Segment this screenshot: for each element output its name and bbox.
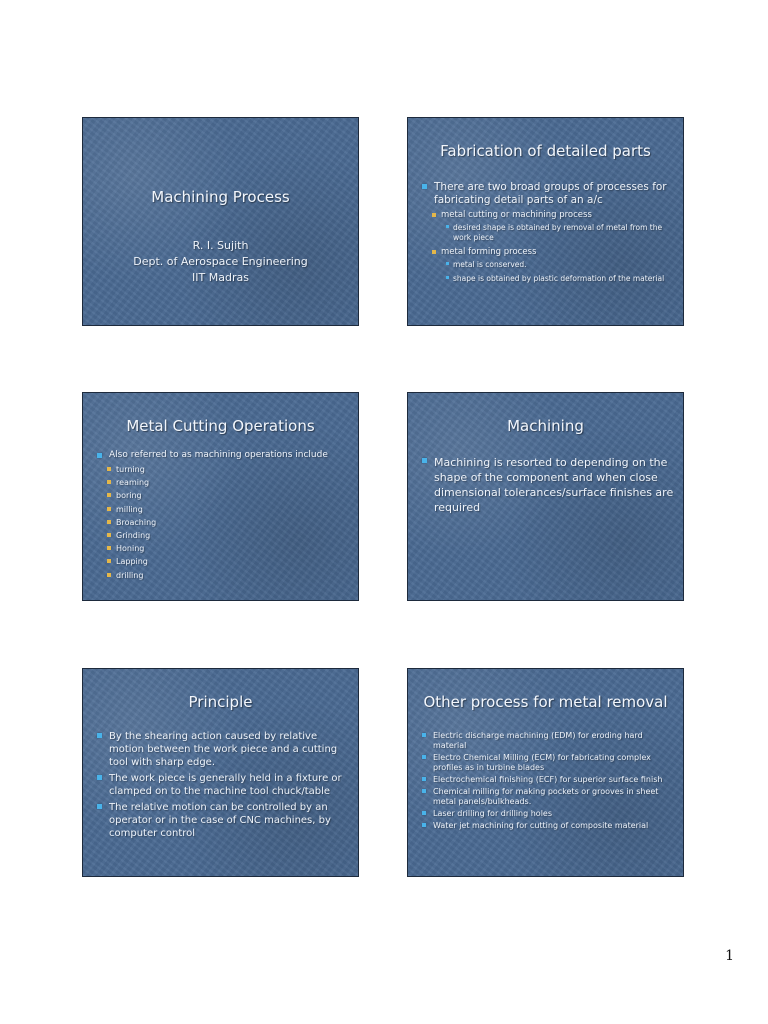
list-item: Lapping xyxy=(107,556,350,567)
list-item: Machining is resorted to depending on the shape of the component and when close dimensional tolerances/surface finishes are required xyxy=(422,455,675,515)
slide-title: Principle xyxy=(188,693,253,711)
bullet-list xyxy=(422,181,675,285)
square-bullet-icon xyxy=(97,804,102,809)
list-item: Honing xyxy=(107,543,350,554)
square-bullet-icon xyxy=(422,811,426,815)
square-bullet-icon xyxy=(422,458,427,463)
list-item: Grinding xyxy=(107,530,350,541)
list-item: There are two broad groups of processes for fabricating detail parts of an a/c xyxy=(422,181,675,207)
list-item: milling xyxy=(107,504,350,515)
list-item: Chemical milling for making pockets or grooves in sheet metal panels/bulkheads. xyxy=(422,787,675,807)
author-institute: IIT Madras xyxy=(192,271,249,284)
square-bullet-icon xyxy=(422,789,426,793)
list-item: Broaching xyxy=(107,517,350,528)
slide-title: Machining Process xyxy=(151,188,290,206)
list-item: By the shearing action caused by relative motion between the work piece and a cutting tool with sharp edge. xyxy=(97,730,350,769)
list-item: Electric discharge machining (EDM) for eroding hard material xyxy=(422,731,675,751)
square-bullet-icon xyxy=(97,733,102,738)
author-block xyxy=(83,238,358,286)
square-bullet-icon xyxy=(107,573,111,577)
square-bullet-icon xyxy=(432,213,436,217)
square-bullet-icon xyxy=(422,733,426,737)
list-item: reaming xyxy=(107,477,350,488)
slide-title: Other process for metal removal xyxy=(423,693,668,711)
list-item: metal cutting or machining process xyxy=(432,210,675,221)
slide-other-process-for-metal-removal xyxy=(407,668,684,877)
square-bullet-icon xyxy=(432,250,436,254)
bullet-list xyxy=(422,731,675,833)
slide-metal-cutting-operations xyxy=(82,392,359,601)
square-bullet-icon xyxy=(107,493,111,497)
square-bullet-icon xyxy=(107,520,111,524)
slide-title: Machining xyxy=(507,417,584,435)
square-bullet-icon xyxy=(107,467,111,471)
square-bullet-icon xyxy=(107,559,111,563)
square-bullet-icon xyxy=(107,533,111,537)
square-bullet-icon xyxy=(97,453,102,458)
slide-title: Fabrication of detailed parts xyxy=(440,142,651,160)
square-bullet-icon xyxy=(107,546,111,550)
list-item: turning xyxy=(107,464,350,475)
square-bullet-icon xyxy=(446,225,449,228)
list-item: The work piece is generally held in a fixture or clamped on to the machine tool chuck/table xyxy=(97,772,350,798)
list-item: Electro Chemical Milling (ECM) for fabricating complex profiles as in turbine blades xyxy=(422,753,675,773)
slide-title: Metal Cutting Operations xyxy=(126,417,315,435)
bullet-list xyxy=(97,450,350,583)
square-bullet-icon xyxy=(422,777,426,781)
list-item: Electrochemical finishing (ECF) for superior surface finish xyxy=(422,775,675,785)
slide-machining-process xyxy=(82,117,359,326)
square-bullet-icon xyxy=(446,262,449,265)
square-bullet-icon xyxy=(97,775,102,780)
list-item: metal forming process xyxy=(432,247,675,258)
bullet-list xyxy=(97,730,350,843)
square-bullet-icon xyxy=(446,276,449,279)
slide-machining xyxy=(407,392,684,601)
square-bullet-icon xyxy=(107,507,111,511)
square-bullet-icon xyxy=(107,480,111,484)
author-name: R. I. Sujith xyxy=(192,239,249,252)
slide-fabrication-of-detailed-parts xyxy=(407,117,684,326)
square-bullet-icon xyxy=(422,184,427,189)
list-item: Also referred to as machining operations include xyxy=(97,450,350,461)
slide-principle xyxy=(82,668,359,877)
author-department: Dept. of Aerospace Engineering xyxy=(133,255,308,268)
square-bullet-icon xyxy=(422,755,426,759)
square-bullet-icon xyxy=(422,823,426,827)
list-item: The relative motion can be controlled by an operator or in the case of CNC machines, by computer control xyxy=(97,801,350,840)
list-item: drilling xyxy=(107,570,350,581)
list-item: Water jet machining for cutting of composite material xyxy=(422,821,675,831)
list-item: shape is obtained by plastic deformation of the material xyxy=(446,274,675,284)
list-item: metal is conserved. xyxy=(446,260,675,270)
list-item: Laser drilling for drilling holes xyxy=(422,809,675,819)
list-item: boring xyxy=(107,490,350,501)
list-item: desired shape is obtained by removal of metal from the work piece xyxy=(446,223,675,242)
page-number: 1 xyxy=(725,948,734,964)
bullet-list xyxy=(422,455,675,518)
